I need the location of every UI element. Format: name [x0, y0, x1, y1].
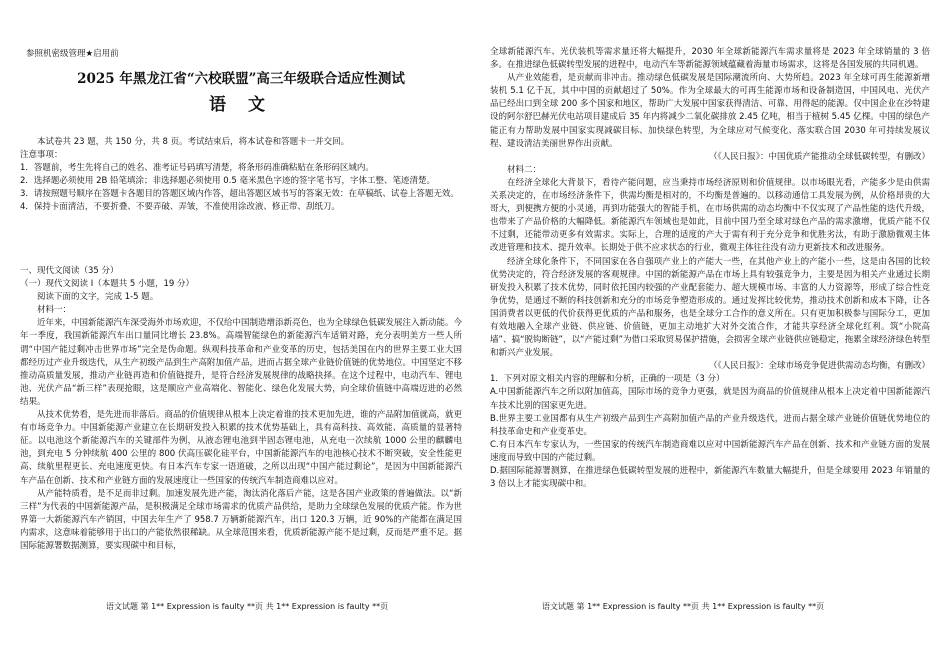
note-item: 3．请按照题号顺序在答题卡各题目的答题区域内作答，超出答题区域书写的答案无效：在草稿纸、试卷上答题无效。 — [20, 189, 459, 200]
material-label: 材料一： — [37, 305, 72, 316]
note-item: 2．选择题必须使用 2B 铅笔填涂；非选择题必须使用 0.5 毫米黑色字迹的签字笔书写，字体工整、笔迹清楚。 — [20, 176, 435, 187]
paragraph: 从产能特质看，是不足而非过剩。加速发展先进产能，淘汰消化落后产能，这是各国产业政策的普遍做法。以“新三样”为代表的中国新能源产品，是积极满足全球市场需求的优质产品供给，是助力全球绿色发展的优质产能。作为世界第一大新能源汽车产销国，中国去年生产了 958.7 万辆新能源汽车，出口 120.3 万辆，近 90%的产能都在满足国内需求，这意味着能够用于出口的产能依然很稀缺。从全球范围来看，优质新能源产能不是过剩，反而是严重不足。据国际能源署数据测算，要实现碳中和目标， — [20, 488, 462, 551]
instructions-block — [20, 136, 462, 215]
paragraph: 在经济全球化大背景下，看待产能问题，应当秉持市场经济原则和价值规律。以市场眼光看，产能多少是由供需关系决定的，在市场经济条件下，供需均衡是相对的，不均衡是普遍的。以移动通信工具发展为例，从价格昂贵的大哥大，到便携方便的小灵通，再到功能强大的智能手机，在市场供需的动态均衡中不仅实现了产品性能的迭代升级，也带来了产品价格的大幅降低。新能源汽车领域也是如此，目前中国乃至全球对绿色产品的需求激增，优质产能不仅不过剩，还能带动更多有效需求。实际上，合理的适度的产大于需有利于充分竞争和优胜劣汰，有助于激励微观主体改进管理和技术、提升效率。长期处于供不应求状态的行业，微观主体往往没有动力更新技术和改进服务。 — [490, 177, 930, 254]
note-item: 4．保持卡面清洁，不要折叠、不要弄破、弄皱，不准使用涂改液、修正带、刮纸刀。 — [20, 202, 340, 213]
answer-option: D.据国际能源署测算，在推进绿色低碳转型发展的进程中，新能源汽车数量大幅提升，但是全球要用 2023 年销量的 3 倍以上才能实现碳中和。 — [490, 466, 930, 490]
page-footer: 语文试题 第 1** Expression is faulty **页 共 1** Expression is faulty **页 — [542, 602, 825, 611]
paragraph: 从技术优势看，是先进而非落后。商品的价值规律从根本上决定着谁的技术更加先进，谁的产品附加值就高，就更有市场竞争力。中国新能源产业建立在长期研发投入积累的技术优势基础上，具有高科技、高效能、高质量的显著特征。以电池这个新能源汽车的关键部件为例，从液态锂电池到半固态锂电池，从充电一次续航 1000 公里的麒麟电池，到充电 5 分钟续航 400 公里的 800 伏高压碳化硅平台，中国新能源汽车的电池核心技术不断突破，安全性能更高、续航里程更长、充电速度更快。有日本汽车专家一语道破，之所以出现“中国产能过剩论”，是因为中国新能源汽车产品在创新、技术和产业链方面的发展速度让一些国家的传统汽车制造商难以应对。 — [20, 410, 462, 486]
subject-title: 语 文 — [209, 95, 273, 115]
answer-option: B.世界主要工业国都有从生产初级产品到生产高附加值产品的产业升级迭代，进而占据全球产业链价值链优势地位的科技革命史和产业变革史。 — [490, 413, 930, 437]
paragraph: 全球新能源汽车、光伏装机等需求量还将大幅提升，2030 年全球新能源汽车需求量将是 2023 年全球销量的 3 倍多。在推进绿色低碳转型发展的进程中，电动汽车等新能源领域蕴藏着海量市场需求，这将是各国发展的共同机遇。 — [490, 47, 930, 71]
confidential-label: 参照机密级管理★启用前 — [26, 49, 119, 59]
exam-intro: 本试卷共 23 题，共 150 分，共 8 页。考试结束后，将本试卷和答题卡一并交回。 — [37, 137, 350, 147]
question-stem: 1．下列对原文相关内容的理解和分析，正确的一项是（3 分） — [490, 374, 725, 385]
notes-heading: 注意事项： — [20, 150, 63, 161]
note-item: 1．答题前，考生先将自己的姓名、准考证号码填写清楚，将条形码准确粘贴在条形码区域内。 — [20, 163, 374, 174]
material-label: 材料二： — [507, 164, 542, 175]
reading-instruction: 阅读下面的文字，完成 1-5 题。 — [37, 292, 159, 303]
left-page — [20, 0, 462, 671]
paragraph: 从产业效能看，是贡献而非冲击。推动绿色低碳发展是国际潮流所向、大势所趋。2023 年全球可再生能源新增装机 5.1 亿千瓦，其中中国的贡献超过了 50%。作为全球最大的可再生能源市场和设备制造国，中国风电、光伏产品已经出口到全球 200 多个国家和地区，帮助广大发展中国家获得清洁、可靠、用得起的能源。仅中国企业在沙特建设的阿尔舒巴赫光伏电站项目建成后 35 年内将减少二氧化碳排放 2.45 亿吨，相当于植树 5.45 亿棵。中国的绿色产能正有力帮助发展中国家实现减碳目标、加快绿色转型，为全球应对气候变化、落实联合国 2030 年可持续发展议程、建设清洁美丽世界作出贡献。 — [490, 73, 930, 149]
paragraph: 经济全球化条件下，不同国家在各自强项产业上的产能大一些，在其他产业上的产能小一些，这是由各国的比较优势决定的，符合经济发展的客观规律。中国的新能源产品在市场上具有较强竞争力，主要是因为相关产业通过长期研发投入积累了技术优势，同时依托国内较强的产业配套能力、超大规模市场、丰富的人力资源等，形成了综合性竞争优势，是通过不断的科技创新和充分的市场竞争塑造形成的。通过发挥比较优势，推动技术创新和成本下降，让各国消费者以更低的代价获得更优质的产品和服务，也是全球分工合作的意义所在。只有更加积极参与国际分工，更加有效地融入全球产业链、供应链、价值链，更加主动地扩大对外交流合作，才能共享经济全球化红利。筑“小院高墙”、搞“脱钩断链”，以“产能过剩”为借口采取贸易保护措施，会损害全球产业链供应链稳定，拖累全球经济绿色转型和新兴产业发展。 — [490, 256, 930, 359]
reading-section — [20, 265, 462, 553]
exam-title: 2025 年黑龙江省“六校联盟”高三年级联合适应性测试 — [77, 71, 405, 87]
section-heading: 一、现代文阅读（35 分） — [20, 266, 119, 276]
answer-option: C.有日本汽车专家认为，一些国家的传统汽车制造商难以应对中国新能源汽车产品在创新、技术和产业链方面的发展速度而导致中国的产能过剩。 — [490, 439, 930, 463]
answer-option: A.中国新能源汽车之所以附加值高，国际市场的竞争力更强，就是因为商品的价值规律从根本上决定着中国新能源汽车技术比别的国家更先进。 — [490, 387, 930, 411]
right-page — [490, 0, 930, 671]
subsection-heading: （一）现代文阅读 I（本题共 5 小题，19 分） — [20, 279, 195, 290]
citation: （《人民日报》：全球市场竞争促进供需动态均衡，有删改） — [708, 361, 930, 372]
right-text-block — [490, 46, 930, 491]
paragraph: 近年来，中国新能源汽车深受海外市场欢迎，不仅给中国制造增添新亮色，也为全球绿色低碳发展注入新动能。今年一季度，我国新能源汽车出口量同比增长 23.8%。高端智能绿色的新能源汽车适销对路，充分表明美方一些人所谓“中国产能过剩冲击世界市场”完全是伪命题。纵观科技革命和产业变革的历史，包括美国在内的世界主要工业大国都经历过产业升级迭代，从生产初级产品到生产高附加值产品，进而占据全球产业链价值链的优势地位。中国坚定不移推动高质量发展，推动产业链再造和价值链提升，是符合经济发展规律的战略抉择。在这个过程中，电动汽车、锂电池、光伏产品“新三样”表现抢眼，这是顺应产业高端化、智能化、绿色化发展大势，向全球价值链中高端迈进的必然结果。 — [20, 318, 462, 407]
page-footer: 语文试题 第 1** Expression is faulty **页 共 1** Expression is faulty **页 — [106, 602, 389, 611]
citation: （《人民日报》：中国优质产能推动全球低碳转型，有删改） — [708, 151, 930, 162]
